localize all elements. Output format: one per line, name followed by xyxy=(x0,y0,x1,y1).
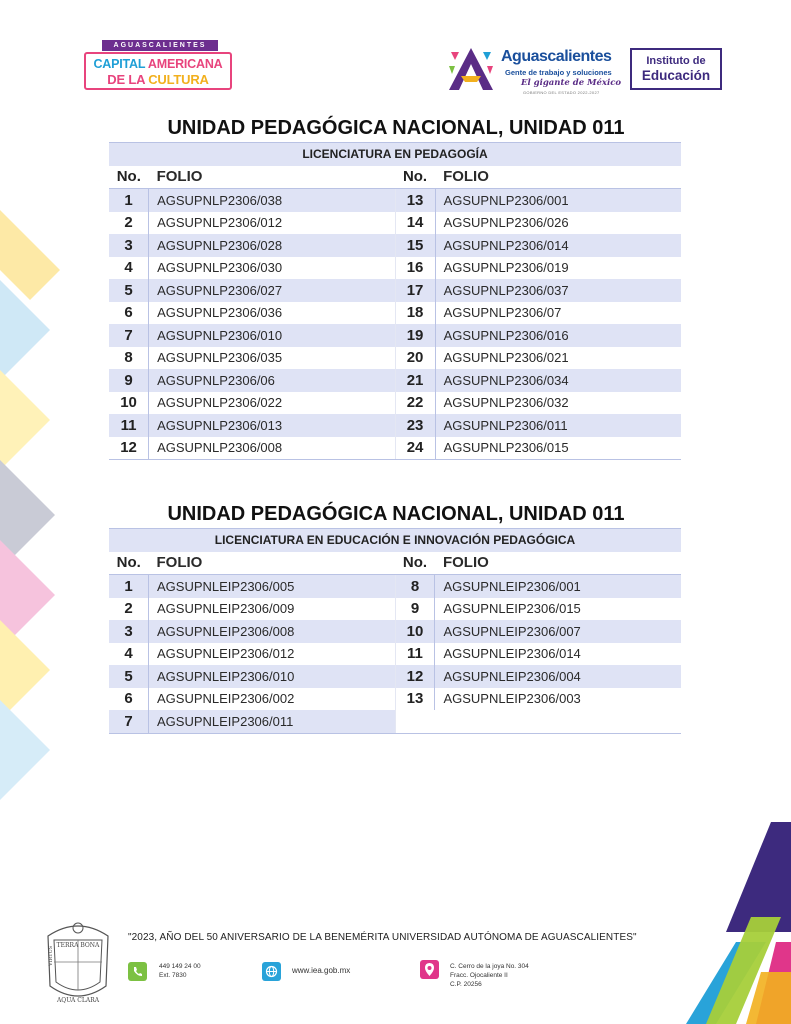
folio-cell: AGSUPNLP2306/010 xyxy=(149,324,395,347)
folio-cell: AGSUPNLEIP2306/005 xyxy=(149,575,396,598)
seal-text-side: VIRTUS xyxy=(48,945,54,966)
folio-cell: AGSUPNLP2306/019 xyxy=(435,257,681,280)
phone-icon xyxy=(128,962,147,981)
row-number: 8 xyxy=(124,349,133,367)
folio-cell: AGSUPNLP2306/021 xyxy=(435,347,681,370)
row-number: 16 xyxy=(406,259,424,277)
row-number: 18 xyxy=(406,304,424,322)
phone-extension: Ext. 7830 xyxy=(159,972,187,979)
row-number: 10 xyxy=(395,620,435,643)
cac-line2b: CULTURA xyxy=(148,72,209,87)
row-number: 3 xyxy=(109,620,149,643)
column-header-no: No. xyxy=(109,166,149,189)
row-number: 2 xyxy=(124,214,133,232)
row-number: 21 xyxy=(395,369,435,392)
row-number: 24 xyxy=(395,437,435,460)
row-number: 11 xyxy=(109,414,149,437)
column-header-no: No. xyxy=(395,166,435,189)
table-row xyxy=(109,688,681,711)
cac-line1a: CAPITAL xyxy=(93,57,148,71)
aguascalientes-title: Aguascalientes xyxy=(501,48,612,65)
folio-cell: AGSUPNLEIP2306/001 xyxy=(435,575,681,598)
row-number: 13 xyxy=(406,690,424,708)
column-header-no: No. xyxy=(109,552,149,575)
row-number: 20 xyxy=(406,349,424,367)
row-number: 7 xyxy=(109,710,149,733)
folio-cell: AGSUPNLP2306/028 xyxy=(149,234,395,257)
row-number: 22 xyxy=(406,394,424,412)
row-number xyxy=(395,710,435,733)
iea-line1: Instituto de xyxy=(646,55,706,67)
table-row xyxy=(109,347,681,370)
section-1-title: UNIDAD PEDAGÓGICA NACIONAL, UNIDAD 011 xyxy=(167,117,625,139)
row-number: 17 xyxy=(395,279,435,302)
row-number: 13 xyxy=(395,189,435,212)
folio-cell: AGSUPNLP2306/06 xyxy=(149,369,395,392)
seal-text-bottom: AQUA CLARA xyxy=(56,997,100,1004)
folio-cell: AGSUPNLP2306/036 xyxy=(149,302,395,325)
aguascalientes-a-mark-icon xyxy=(447,46,495,92)
folio-cell: AGSUPNLP2306/030 xyxy=(149,257,395,280)
table-row xyxy=(109,710,681,733)
row-number: 2 xyxy=(124,600,133,618)
folio-cell: AGSUPNLEIP2306/007 xyxy=(435,620,681,643)
row-number: 19 xyxy=(395,324,435,347)
row-number: 12 xyxy=(395,665,435,688)
row-number: 1 xyxy=(109,575,149,598)
table-row xyxy=(109,369,681,392)
address-line-2: Fracc. Ojocaliente II xyxy=(450,972,508,979)
row-number: 1 xyxy=(109,189,149,212)
cac-top-label: AGUASCALIENTES xyxy=(102,40,218,51)
aguascalientes-government-logo xyxy=(445,46,625,96)
folio-cell: AGSUPNLEIP2306/010 xyxy=(149,665,396,688)
table-row xyxy=(109,437,681,460)
table-row xyxy=(109,324,681,347)
row-number: 14 xyxy=(406,214,424,232)
folio-cell: AGSUPNLEIP2306/012 xyxy=(149,643,396,666)
folio-cell: AGSUPNLEIP2306/015 xyxy=(435,598,681,621)
section-2-title: UNIDAD PEDAGÓGICA NACIONAL, UNIDAD 011 xyxy=(167,503,625,525)
aguascalientes-slogan: El gigante de México xyxy=(521,78,622,88)
row-number: 9 xyxy=(410,600,420,618)
table-row xyxy=(109,257,681,280)
row-number: 10 xyxy=(120,394,137,412)
row-number: 9 xyxy=(109,369,149,392)
map-pin-icon xyxy=(420,960,439,979)
folio-cell: AGSUPNLP2306/035 xyxy=(149,347,395,370)
section-1-subtitle: LICENCIATURA EN PEDAGOGÍA xyxy=(109,143,681,166)
folio-cell: AGSUPNLP2306/001 xyxy=(435,189,681,212)
table-row xyxy=(109,212,681,235)
folio-cell: AGSUPNLEIP2306/002 xyxy=(149,688,396,711)
website-link[interactable]: www.iea.gob.mx xyxy=(292,966,351,975)
folio-cell: AGSUPNLP2306/008 xyxy=(149,437,395,460)
row-number: 7 xyxy=(109,324,149,347)
capital-americana-cultura-logo xyxy=(84,40,234,92)
seal-text-top: TERRA BONA xyxy=(56,942,100,949)
folio-cell: AGSUPNLEIP2306/014 xyxy=(435,643,681,666)
folio-cell: AGSUPNLP2306/013 xyxy=(149,414,395,437)
iea-line2: Educación xyxy=(641,68,711,83)
table-row xyxy=(109,392,681,415)
footer-motto: "2023, AÑO DEL 50 ANIVERSARIO DE LA BENEMÉRITA UNIVERSIDAD AUTÓNOMA DE AGUASCALIENTES" xyxy=(128,932,637,943)
row-number: 5 xyxy=(109,665,149,688)
folio-cell: AGSUPNLP2306/037 xyxy=(435,279,681,302)
aguascalientes-subtitle: Gente de trabajo y soluciones xyxy=(505,68,612,77)
folio-cell: AGSUPNLEIP2306/004 xyxy=(435,665,681,688)
folio-cell xyxy=(435,710,681,733)
table-row xyxy=(109,643,681,666)
section-1-table xyxy=(109,142,681,460)
row-number: 3 xyxy=(109,234,149,257)
globe-icon xyxy=(262,962,281,981)
section-2-table xyxy=(109,528,681,734)
folio-cell: AGSUPNLP2306/027 xyxy=(149,279,395,302)
row-number: 15 xyxy=(395,234,435,257)
table-row xyxy=(109,414,681,437)
column-header-folio: FOLIO xyxy=(149,166,395,189)
cac-line1b: AMERICANA xyxy=(147,57,223,71)
column-header-no: No. xyxy=(395,552,435,575)
instituto-educacion-logo xyxy=(630,48,722,90)
folio-cell: AGSUPNLP2306/015 xyxy=(435,437,681,460)
folio-cell: AGSUPNLP2306/07 xyxy=(435,302,681,325)
section-2-subtitle: LICENCIATURA EN EDUCACIÓN E INNOVACIÓN PEDAGÓGICA xyxy=(109,529,681,552)
table-row xyxy=(109,279,681,302)
table-row xyxy=(109,598,681,621)
phone-number: 449 149 24 00 xyxy=(159,963,201,970)
folio-cell: AGSUPNLEIP2306/008 xyxy=(149,620,396,643)
table-row xyxy=(109,189,681,212)
table-row xyxy=(109,665,681,688)
aguascalientes-small-text: GOBIERNO DEL ESTADO 2022-2027 xyxy=(523,90,600,95)
state-seal-emblem xyxy=(40,916,116,1006)
row-number: 8 xyxy=(395,575,435,598)
row-number: 12 xyxy=(109,437,149,460)
folio-cell: AGSUPNLP2306/032 xyxy=(435,392,681,415)
decorative-a-shape xyxy=(676,822,791,1024)
folio-cell: AGSUPNLP2306/034 xyxy=(435,369,681,392)
row-number: 23 xyxy=(395,414,435,437)
column-header-folio: FOLIO xyxy=(435,552,681,575)
row-number: 5 xyxy=(109,279,149,302)
folio-cell: AGSUPNLP2306/011 xyxy=(435,414,681,437)
row-number: 4 xyxy=(124,259,133,277)
folio-cell: AGSUPNLEIP2306/003 xyxy=(435,688,681,711)
row-number: 6 xyxy=(124,690,133,708)
table-row xyxy=(109,575,681,598)
folio-cell: AGSUPNLEIP2306/009 xyxy=(149,598,396,621)
address-line-1: C. Cerro de la joya No. 304 xyxy=(450,963,529,970)
folio-cell: AGSUPNLP2306/012 xyxy=(149,212,395,235)
folio-cell: AGSUPNLP2306/026 xyxy=(435,212,681,235)
row-number: 6 xyxy=(124,304,133,322)
table-row xyxy=(109,302,681,325)
column-header-folio: FOLIO xyxy=(149,552,396,575)
folio-cell: AGSUPNLP2306/014 xyxy=(435,234,681,257)
table-row xyxy=(109,620,681,643)
folio-cell: AGSUPNLEIP2306/011 xyxy=(149,710,396,733)
table-row xyxy=(109,234,681,257)
address-line-3: C.P. 20256 xyxy=(450,981,482,988)
folio-cell: AGSUPNLP2306/038 xyxy=(149,189,395,212)
cac-line2a: DE LA xyxy=(107,72,149,87)
column-header-folio: FOLIO xyxy=(435,166,681,189)
left-chevron-decoration xyxy=(0,210,60,810)
folio-cell: AGSUPNLP2306/016 xyxy=(435,324,681,347)
row-number: 11 xyxy=(407,645,423,663)
folio-cell: AGSUPNLP2306/022 xyxy=(149,392,395,415)
row-number: 4 xyxy=(124,645,133,663)
